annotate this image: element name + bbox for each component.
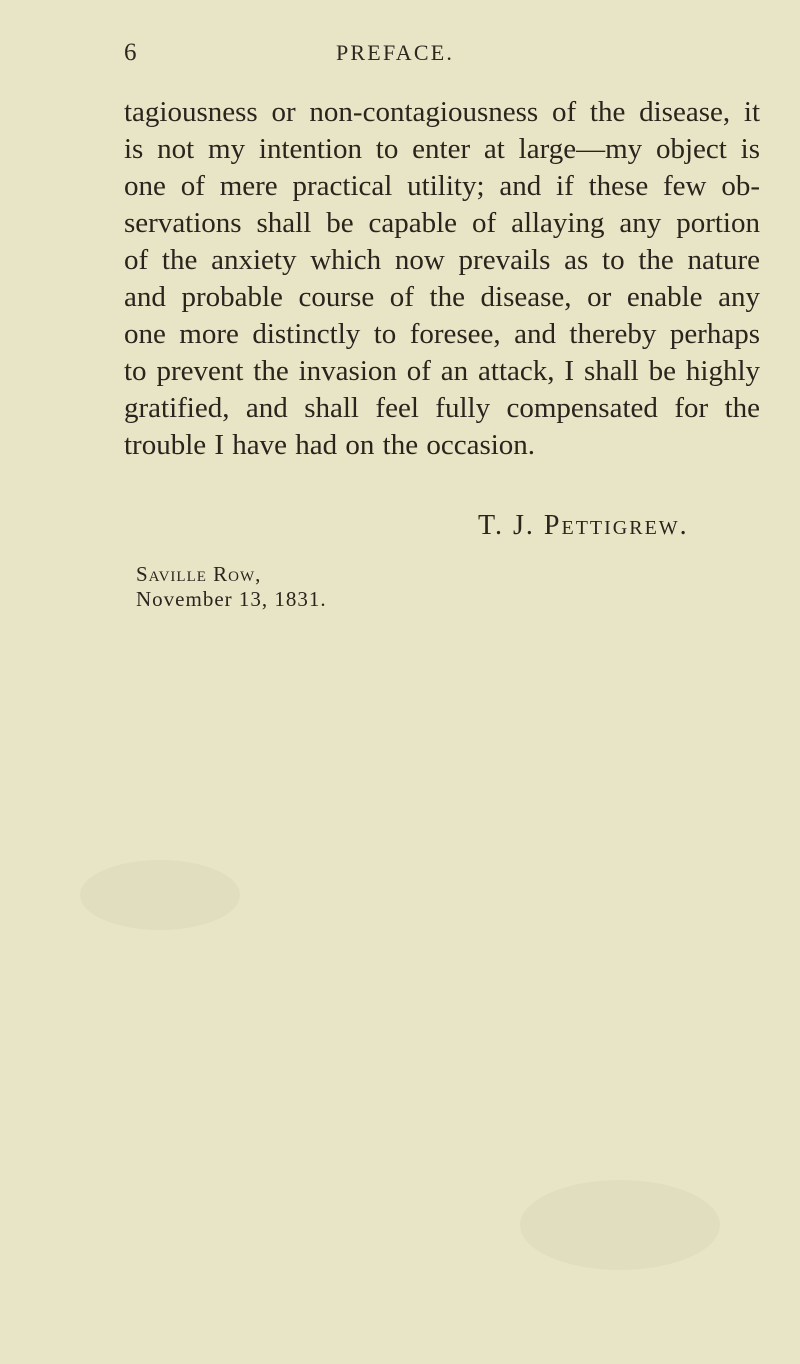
address-block xyxy=(136,562,327,612)
text-line-last: trouble I have had on the occasion. xyxy=(124,429,536,461)
page-header xyxy=(0,38,800,78)
paper-stain xyxy=(80,860,240,930)
address-date: November 13, 1831. xyxy=(136,587,327,611)
text-line: gratified, and shall feel fully compensated for the xyxy=(124,392,760,424)
text-line: and probable course of the disease, or enable any xyxy=(124,281,760,313)
text-line: is not my intention to enter at large—my object is xyxy=(124,133,760,165)
page-number: 6 xyxy=(124,39,137,66)
text-line: tagiousness or non-contagiousness of the disease, it xyxy=(124,96,760,128)
paper-stain xyxy=(520,1180,720,1270)
text-line: servations shall be capable of allaying any portion xyxy=(124,207,760,239)
text-line: to prevent the invasion of an attack, I shall be highly xyxy=(124,355,760,387)
text-line: of the anxiety which now prevails as to the nature xyxy=(124,244,760,276)
text-line: one of mere practical utility; and if these few ob- xyxy=(124,170,760,202)
author-signature: T. J. Pettigrew. xyxy=(478,510,689,541)
body-paragraph xyxy=(124,94,760,464)
running-head: PREFACE. xyxy=(336,40,455,65)
address-place: Saville Row, xyxy=(136,562,262,586)
text-line: one more distinctly to foresee, and thereby perhaps xyxy=(124,318,760,350)
